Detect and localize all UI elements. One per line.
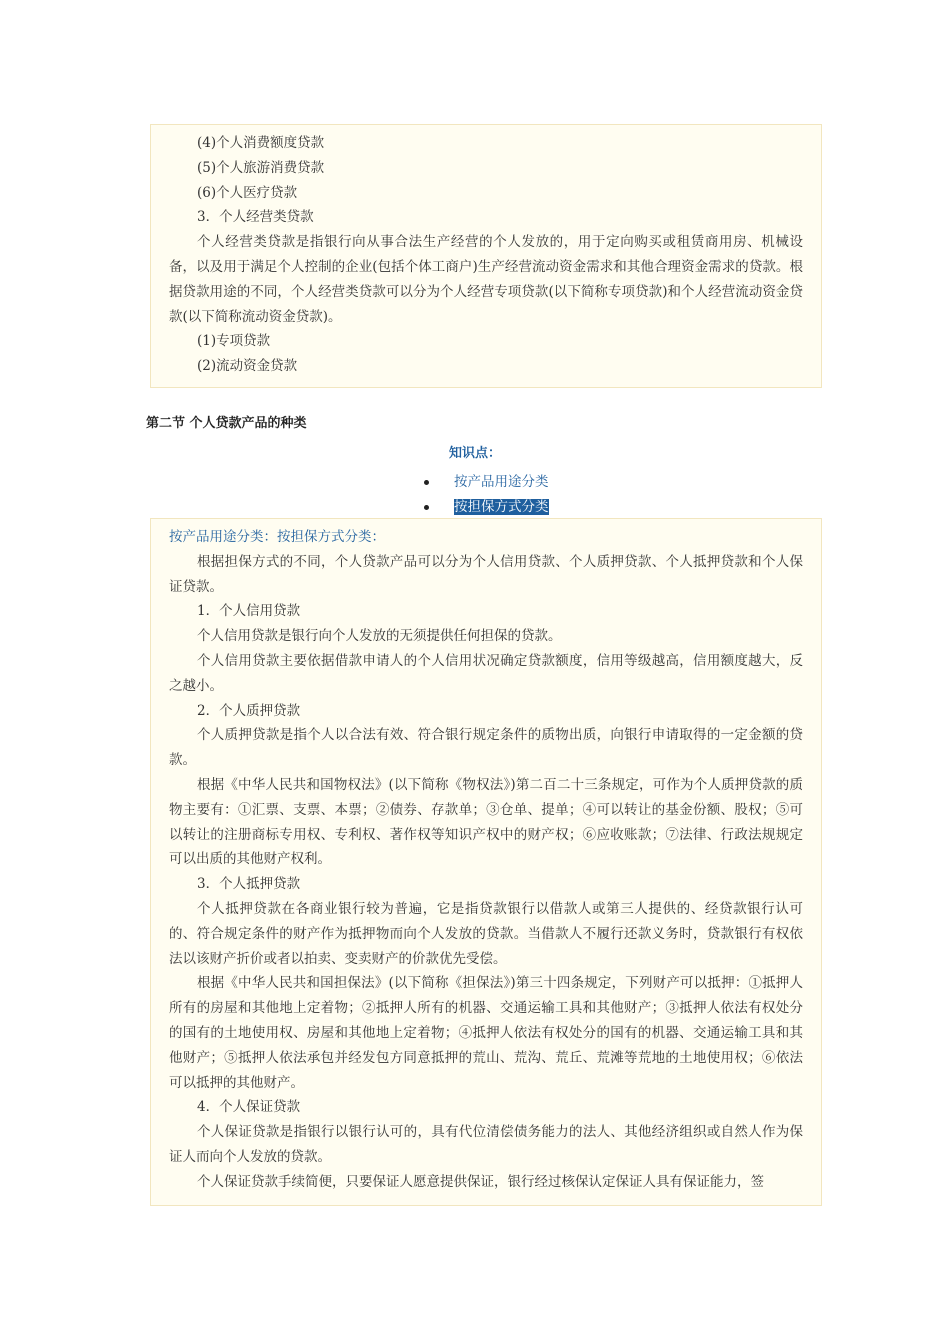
paragraph: 个人抵押贷款在各商业银行较为普遍，它是指贷款银行以借款人或第三人提供的、经贷款银行认可的、符合规定条件的财产作为抵押物而向个人发放的贷款。当借款人不履行还款义务时，贷款银行有权依法以该财产折价或者以拍卖、变卖财产的价款优先受偿。 — [169, 900, 803, 967]
paragraph: 个人经营类贷款是指银行向从事合法生产经营的个人发放的，用于定向购买或租赁商用房、机械设备，以及用于满足个人控制的企业(包括个体工商户)生产经营流动资金需求和其他合理资金需求的贷款。根据贷款用途的不同，个人经营类贷款可以分为个人经营专项贷款(以下简称专项贷款)和个人经营流动资金贷款(以下简称流动资金贷款)。 — [169, 234, 803, 325]
paragraph: 个人保证贷款是指银行以银行认可的，具有代位清偿债务能力的法人、其他经济组织或自然人作为保证人而向个人发放的贷款。 — [169, 1124, 803, 1165]
paragraph: 个人保证贷款手续简便，只要保证人愿意提供保证，银行经过核保认定保证人具有保证能力，签 — [197, 1173, 764, 1190]
subheading: 1．个人信用贷款 — [197, 603, 301, 620]
knowledge-point-link[interactable] — [424, 470, 549, 495]
text-line: (4)个人消费额度贷款 — [197, 135, 325, 151]
paragraph: 个人信用贷款主要依据借款申请人的个人信用状况确定贷款额度，信用等级越高，信用额度越大，反之越小。 — [169, 652, 803, 694]
subheading: 2．个人质押贷款 — [197, 702, 301, 719]
link-label: 按产品用途分类 — [454, 474, 549, 490]
subheading: 3．个人抵押贷款 — [197, 876, 301, 893]
paragraph: 根据《中华人民共和国担保法》(以下简称《担保法》)第三十四条规定，下列财产可以抵押：①抵押人所有的房屋和其他地上定着物；②抵押人所有的机器、交通运输工具和其他财产；③抵押人依法有权处分的国有的土地使用权、房屋和其他地上定着物；④抵押人依法有权处分的国有的机器、交通运输工具和其他财产；⑤抵押人依法承包并经发包方同意抵押的荒山、荒沟、荒丘、荒滩等荒地的土地使用权；⑥依法可以抵押的其他财产。 — [169, 975, 803, 1091]
section-title: 第二节 个人贷款产品的种类 — [146, 416, 307, 431]
knowledge-points-list — [424, 470, 549, 520]
text-line: 3．个人经营类贷款 — [197, 209, 314, 226]
text-line: (6)个人医疗贷款 — [197, 184, 298, 201]
text-line: (1)专项贷款 — [197, 333, 271, 350]
link-label-selected: 按担保方式分类 — [454, 499, 549, 515]
paragraph: 根据担保方式的不同，个人贷款产品可以分为个人信用贷款、个人质押贷款、个人抵押贷款和个人保证贷款。 — [169, 553, 803, 595]
paragraph: 根据《中华人民共和国物权法》(以下简称《物权法》)第二百二十三条规定，可作为个人质押贷款的质物主要有：①汇票、支票、本票；②债券、存款单；③仓单、提单；④可以转让的基金份额、股权；⑤可以转让的注册商标专用权、专利权、著作权等知识产权中的财产权；⑥应收账款；⑦法律、行政法规规定可以出质的其他财产权利。 — [169, 776, 803, 868]
knowledge-points-label: 知识点： — [448, 446, 501, 461]
subheading: 4．个人保证贷款 — [197, 1099, 301, 1116]
paragraph: 个人质押贷款是指个人以合法有效、符合银行规定条件的质物出质，向银行申请取得的一定金额的贷款。 — [169, 727, 803, 769]
text-line: (2)流动资金贷款 — [197, 358, 298, 375]
knowledge-point-link[interactable] — [424, 495, 549, 520]
bullet-icon — [424, 505, 429, 510]
box-header: 按产品用途分类：按担保方式分类： — [169, 529, 385, 545]
bullet-icon — [424, 480, 429, 485]
paragraph: 个人信用贷款是银行向个人发放的无须提供任何担保的贷款。 — [197, 628, 562, 645]
text-line: (5)个人旅游消费贷款 — [197, 159, 325, 176]
top-content-box — [150, 124, 822, 388]
main-content-box — [150, 518, 822, 1206]
